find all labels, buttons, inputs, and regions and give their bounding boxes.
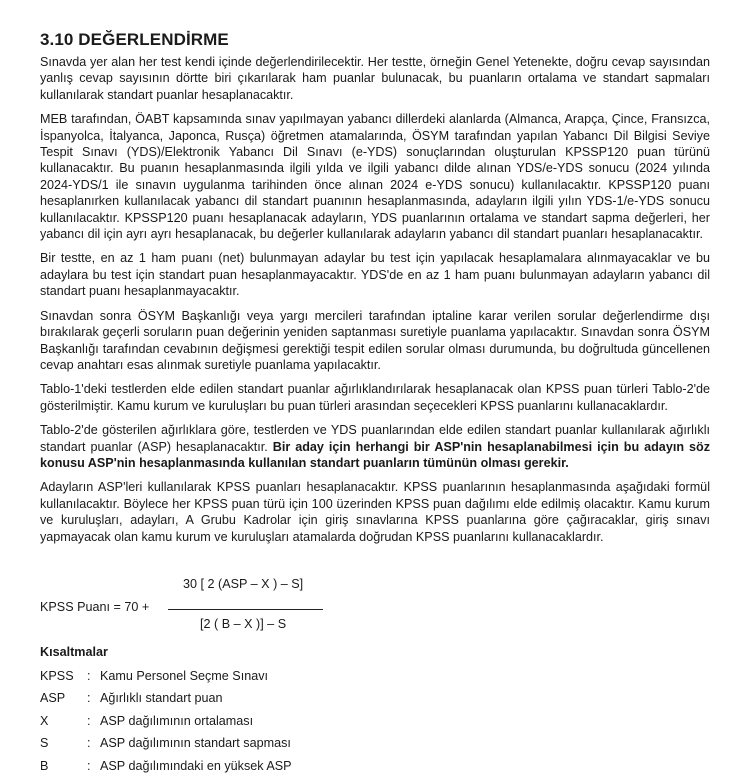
paragraph-kpss-calculation: Adayların ASP'leri kullanılarak KPSS puanları hesaplanacaktır. KPSS puanlarının hesaplanmasında aşağıdaki formül kullanılacaktır. Böylece her KPSS puan türü için 100 üzerinden KPSS puan dağılımı elde edilmiş olacaktır. Kamu kurum ve kuruluşları, adayları, A Grubu Kadrolar için giriş sınavlarına KPSS puanlarına göre çağıracaklar, giriş sınavı yapmayacak olan kamu kurum ve kuruluşları atamalarda doğrudan KPSS puanlarını kullanacaklardır. (40, 480, 710, 544)
paragraph-score-types: Tablo-1'deki testlerden elde edilen standart puanlar ağırlıklandırılarak hesaplanacak olan KPSS puan türleri Tablo-2'de gösterilmiştir. Kamu kurum ve kuruluşları bu puan türleri arasından seçecekleri KPSS puanlarını kullanacaklardır. (40, 382, 710, 413)
paragraph-scoring: Sınavda yer alan her test kendi içinde değerlendirilecektir. Her testte, örneğin Genel Yetenekte, doğru cevap sayısından yanlış cevap sayısının dörtte biri çıkarılarak ham puanlar bulunacak, bu puanların ortalama ve standart sapmaları kullanılarak standart puanlar hesaplanacaktır. (40, 55, 710, 102)
abbreviation-row (40, 710, 710, 733)
abbreviation-separator: : (87, 668, 91, 683)
asp-text: Tablo-2'de gösterilen ağırlıklara göre, testlerden ve YDS puanlarından elde edilen standart puanlar kullanılarak ağırlıklı standart puanlar (ASP) hesaplanacaktır. (40, 423, 710, 454)
paragraph-cancelled-questions: Sınavdan sonra ÖSYM Başkanlığı veya yargı mercileri tarafından iptaline karar verilen sorular değerlendirme dışı bırakılarak geçerli soruların puan değerinin yeniden saptanması suretiyle puanlama yapılacaktır. Sınavdan sonra ÖSYM Başkanlığı tarafından cevabının değişmesi gerektiği tespit edilen sorular olması durumunda, bu doğrultuda güncellenen cevap anahtarı esas alınmak suretiyle puanlama yapılacaktır. (40, 308, 710, 372)
abbreviation-separator: : (87, 758, 91, 773)
abbreviation-separator: : (87, 713, 91, 728)
abbreviation-value: Ağırlıklı standart puan (100, 691, 223, 706)
abbreviation-value: Kamu Personel Seçme Sınavı (100, 668, 268, 683)
abbreviations-list (40, 665, 710, 778)
paragraph-kpssp120: MEB tarafından, ÖABT kapsamında sınav yapılmayan yabancı dillerdeki alanlarda (Almanca, Arapça, Çince, Fransızca, İspanyolca, İtalyanca, Japonca, Rusça) öğretmen atamalarında, ÖSYM tarafından yapılan Yabancı Dil Bilgisi Seviye Tespit Sınavı (YDS)/Elektronik Yabancı Dil Sınavı (e-YDS) sonuçlarından oluşturulan KPSSP120 puan türünü kullanacaktır. Bu puanın hesaplanmasında ilgili yılda ve ilgili yabancı dilde alınan YDS/e-YDS sonucu (2024 yılında 2024-YDS/1 ile sınavın uygulanma tarihinden önce alınan 2024 e-YDS sonucu) kullanılacaktır. KPSSP120 puanı hesaplanırken kullanılacak yabancı dil standart puanının hesaplanmasında, adayların ilgili yılın YDS-1/e-YDS sonucu kullanılacaktır. KPSSP120 puanı hesaplanacak adayların, YDS puanlarının ortalama ve standart sapma değerleri, her yabancı dil için ayrı ayrı hesaplanacak, bu değerler kullanılarak adayların yabancı dil standart puanları hesaplanacaktır. (40, 112, 710, 242)
kpss-formula (40, 575, 710, 637)
fraction-bar (168, 609, 323, 610)
abbreviation-value: ASP dağılımındaki en yüksek ASP (100, 758, 292, 773)
abbreviation-value: ASP dağılımının standart sapması (100, 736, 291, 751)
abbreviation-key: KPSS (40, 668, 74, 683)
abbreviation-key: ASP (40, 691, 66, 706)
abbreviation-row (40, 732, 710, 755)
abbreviation-row (40, 755, 710, 778)
section-title: 3.10 DEĞERLENDİRME (40, 30, 229, 49)
abbreviations-title: Kısaltmalar (40, 644, 108, 659)
paragraph-asp (40, 422, 710, 471)
formula-numerator: 30 [ 2 (ASP – X ) – S] (183, 576, 304, 591)
abbreviation-row (40, 665, 710, 688)
abbreviation-key: B (40, 758, 49, 773)
abbreviation-key: S (40, 736, 49, 751)
abbreviation-row (40, 687, 710, 710)
formula-lhs: KPSS Puanı = 70 + (40, 599, 150, 614)
abbreviation-separator: : (87, 736, 91, 751)
asp-bold-requirement: Bir aday için herhangi bir ASP'nin hesaplanabilmesi için bu adayın söz konusu ASP'nin hesaplanmasında kullanılan standart puanların tümünün olması gerekir. (40, 439, 710, 470)
formula-denominator: [2 ( B – X )] – S (200, 616, 287, 631)
abbreviation-separator: : (87, 691, 91, 706)
abbreviation-value: ASP dağılımının ortalaması (100, 713, 254, 728)
paragraph-min-raw-score: Bir testte, en az 1 ham puanı (net) bulunmayan adaylar bu test için yapılacak hesaplamalara alınmayacaklar ve bu adaylara bu test için standart puan hesaplanmayacaktır. YDS'de en az 1 ham puanı bulunmayan adayların yabancı dil standart puanı hesaplanmayacaktır. (40, 251, 710, 299)
abbreviation-key: X (40, 713, 49, 728)
